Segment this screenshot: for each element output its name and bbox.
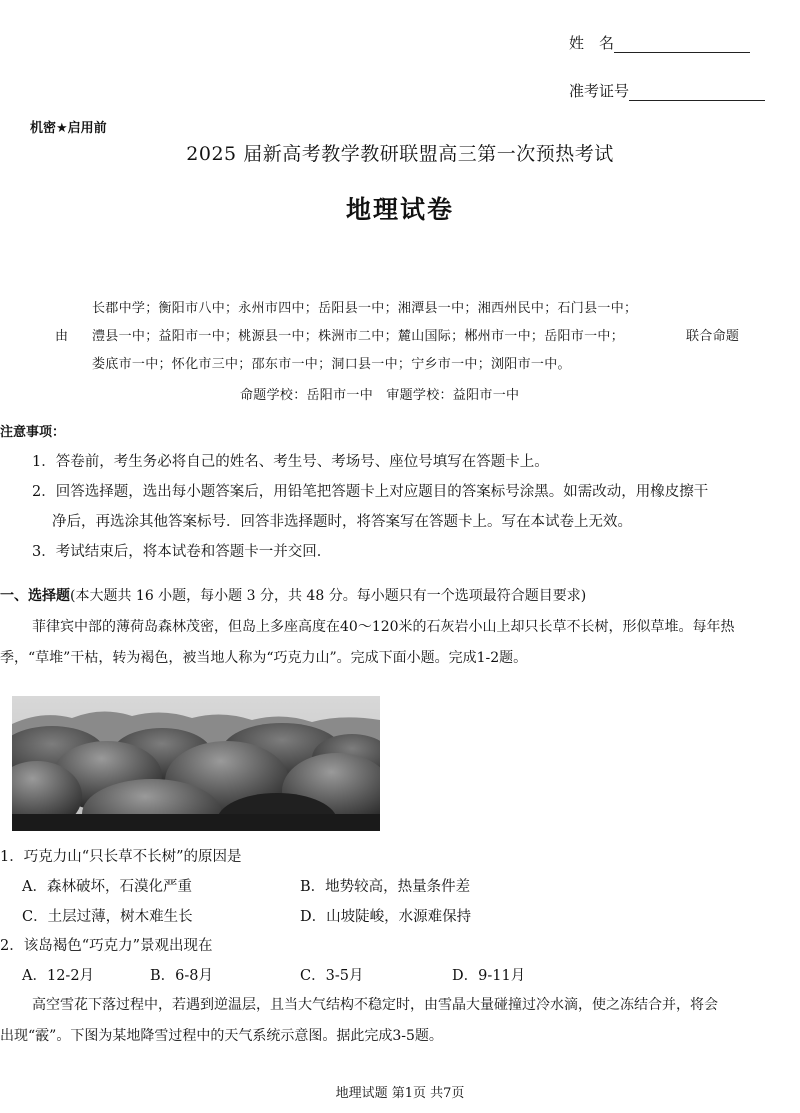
schools-line-3: 娄底市一中；怀化市三中；邵东市一中；洞口县一中；宁乡市一中；浏阳市一中。 [92, 357, 571, 372]
subject-title: 地理试卷 [345, 195, 454, 224]
chocolate-hills-photo [12, 696, 380, 831]
confidential-mark: 机密★启用前 [30, 121, 107, 136]
question-1-option-d: D．山坡陡峻，水源难保持 [300, 909, 472, 925]
name-blank [614, 36, 750, 53]
passage-1-line-2: 季，“草堆”干枯，转为褐色，被当地人称为“巧克力山”。完成下面小题。完成1-2题。 [0, 650, 528, 666]
question-1-stem: 1．巧克力山“只长草不长树”的原因是 [0, 849, 242, 865]
passage-2-line-2: 出现“霰”。下图为某地降雪过程中的天气系统示意图。据此完成3-5题。 [0, 1028, 443, 1044]
name-field [569, 32, 750, 53]
question-1-option-a: A．森林破坏，石漠化严重 [22, 879, 192, 895]
exam-id-blank [629, 84, 765, 101]
schools-line-1: 长郡中学；衡阳市八中；永州市四中；岳阳县一中；湘潭县一中；湘西州民中；石门县一中； [92, 301, 638, 316]
name-label: 姓 名 [569, 34, 615, 52]
question-1-option-b: B．地势较高，热量条件差 [300, 879, 471, 895]
note-item-3: 3．考试结束后，将本试卷和答题卡一并交回． [32, 544, 332, 560]
question-2-option-a: A．12-2月 [22, 968, 95, 984]
passage-2-line-1: 高空雪花下落过程中，若遇到逆温层，且当大气结构不稳定时，由雪晶大量碰撞过冷水滴，使之冻结合并，将会 [32, 997, 718, 1013]
schools-suffix: 联合命题 [686, 329, 740, 344]
note-item-1: 1．答卷前，考生务必将自己的姓名、考生号、考场号、座位号填写在答题卡上。 [32, 454, 549, 470]
passage-1-line-1: 菲律宾中部的薄荷岛森林茂密，但岛上多座高度在40～120米的石灰岩小山上却只长草不长树，形似草堆。每年热 [32, 619, 735, 635]
question-2-stem: 2．该岛褐色“巧克力”景观出现在 [0, 938, 213, 954]
page-footer: 地理试题 第1页 共7页 [335, 1086, 465, 1101]
question-2-option-b: B．6-8月 [150, 968, 214, 984]
exam-title: 2025 届新高考教学教研联盟高三第一次预热考试 [186, 143, 614, 165]
section-label: 一、选择题 [0, 588, 70, 604]
proposer-schools: 命题学校：岳阳市一中 审题学校：益阳市一中 [240, 388, 520, 403]
section-desc: (本大题共 16 小题，每小题 3 分，共 48 分。每小题只有一个选项最符合题目要求) [70, 588, 587, 604]
question-2-option-c: C．3-5月 [300, 968, 364, 984]
notes-heading: 注意事项： [0, 425, 66, 440]
exam-id-field [569, 80, 765, 101]
exam-id-label: 准考证号 [569, 82, 630, 100]
note-item-2: 2．回答选择题，选出每小题答案后，用铅笔把答题卡上对应题目的答案标号涂黑。如需改动，用橡皮擦干 [32, 484, 709, 500]
schools-line-2: 澧县一中；益阳市一中；桃源县一中；株洲市二中；麓山国际；郴州市一中；岳阳市一中； [92, 329, 625, 344]
schools-prefix: 由 [55, 329, 69, 344]
section-heading [0, 585, 586, 605]
note-item-2-cont: 净后，再选涂其他答案标号．回答非选择题时，将答案写在答题卡上。写在本试卷上无效。 [52, 514, 632, 530]
question-1-option-c: C．土层过薄，树木难生长 [22, 909, 193, 925]
question-2-option-d: D．9-11月 [452, 968, 526, 984]
